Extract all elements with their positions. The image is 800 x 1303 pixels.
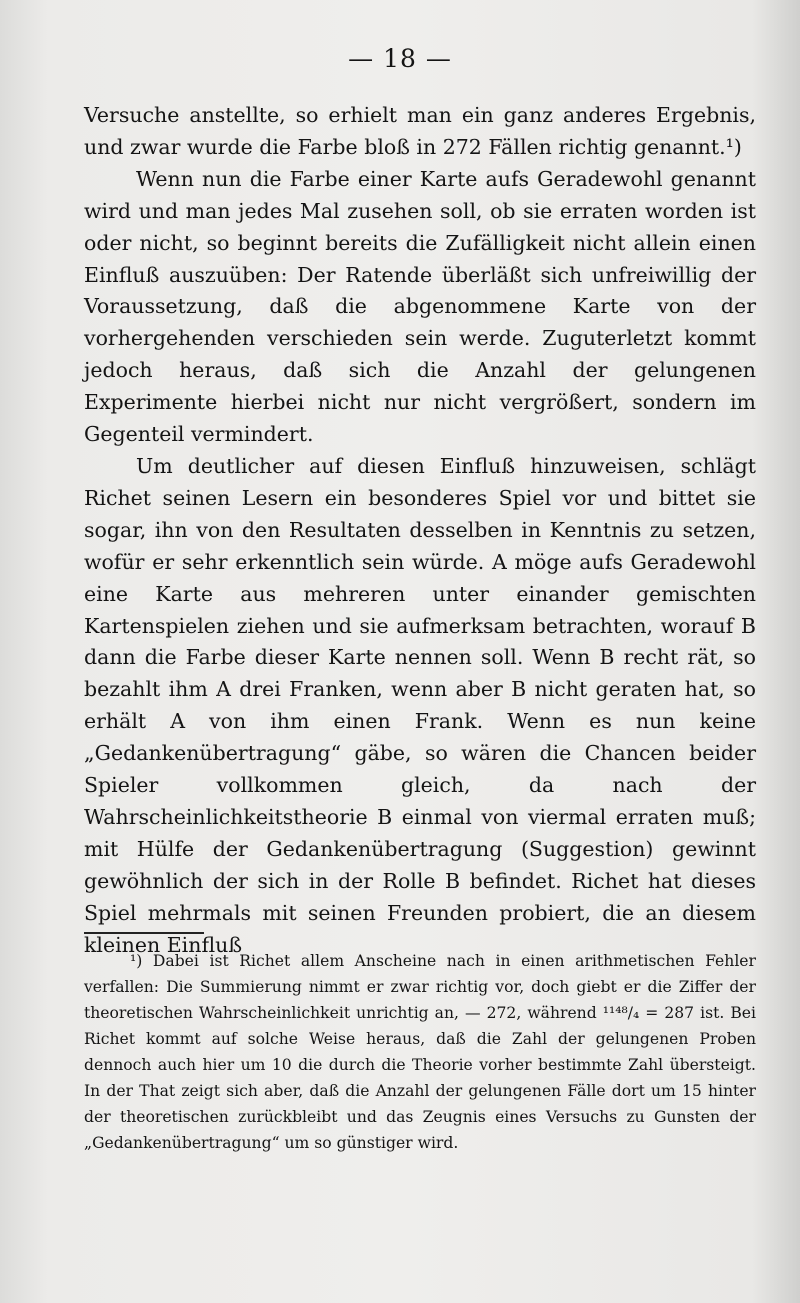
page-number: — 18 — xyxy=(348,44,452,73)
paragraph-1: Versuche anstellte, so erhielt man ein ganz anderes Ergebnis, und zwar wurde die Farbe bloß in 272 Fällen richtig genannt.¹) xyxy=(84,103,756,159)
footnote xyxy=(84,948,756,1156)
footnote-divider xyxy=(84,932,204,934)
main-text xyxy=(84,100,756,961)
footnote-text: ¹) Dabei ist Richet allem Anscheine nach in einen arithmetischen Fehler verfallen: Die Summierung nimmt er zwar richtig vor, doch giebt er die Ziffer der theoretischen Wahrscheinlichkeit unrichtig an, — 272, während ¹¹⁴⁸/₄ = 287 ist. Bei Richet kommt auf solche Weise heraus, daß die Zahl der gelungenen Proben dennoch auch hier um 10 die durch die Theorie vorher bestimmte Zahl übersteigt. In der That zeigt sich aber, daß die Anzahl der gelungenen Fälle dort um 15 hinter der theoretischen zurückbleibt und das Zeugnis eines Versuchs zu Gunsten der „Gedankenübertragung“ um so günstiger wird. xyxy=(84,952,756,1152)
paragraph-3: Um deutlicher auf diesen Einfluß hinzuweisen, schlägt Richet seinen Lesern ein besonderes Spiel vor und bittet sie sogar, ihn von den Resultaten desselben in Kenntnis zu setzen, wofür er sehr erkenntlich sein würde. A möge aufs Geradewohl eine Karte aus mehreren unter einander gemischten Kartenspielen ziehen und sie aufmerksam betrachten, worauf B dann die Farbe dieser Karte nennen soll. Wenn B recht rät, so bezahlt ihm A drei Franken, wenn aber B nicht geraten hat, so erhält A von ihm einen Frank. Wenn es nun keine „Gedankenübertragung“ gäbe, so wären die Chancen beider Spieler vollkommen gleich, da nach der Wahrscheinlichkeitstheorie B einmal von viermal erraten muß; mit Hülfe der Gedankenübertragung (Suggestion) gewinnt gewöhnlich der sich in der Rolle B befindet. Richet hat dieses Spiel mehrmals mit seinen Freunden probiert, die an diesem kleinen Einfluß xyxy=(84,453,756,957)
paragraph-2: Wenn nun die Farbe einer Karte aufs Geradewohl genannt wird und man jedes Mal zusehen soll, ob sie erraten worden ist oder nicht, so beginnt bereits die Zufälligkeit nicht allein einen Einfluß auszuüben: Der Ratende überläßt sich unfreiwillig der Voraussetzung, daß die abgenommene Karte von der vorhergehenden verschieden sein werde. Zuguterletzt kommt jedoch heraus, daß sich die Anzahl der gelungenen Experimente hierbei nicht nur nicht vergrößert, sondern im Gegenteil vermindert. xyxy=(84,166,756,447)
